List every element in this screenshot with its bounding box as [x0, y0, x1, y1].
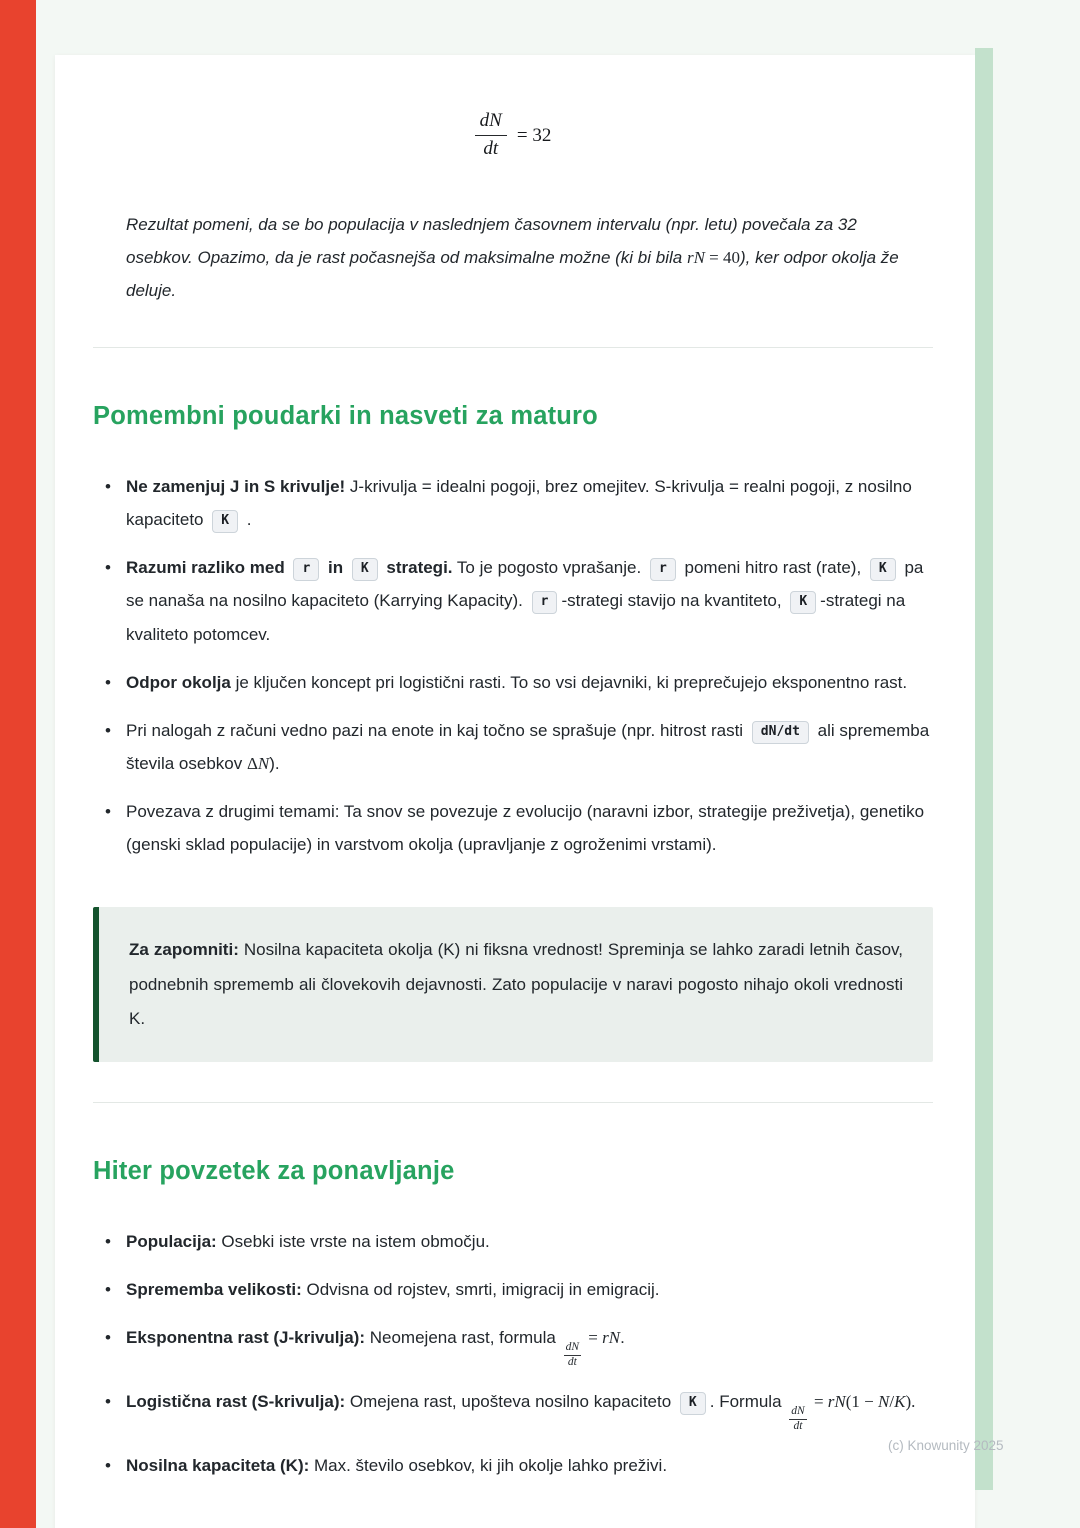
math-segment: N [878, 1391, 890, 1411]
list-item [126, 666, 933, 699]
list-item [126, 1449, 933, 1482]
list-item [126, 714, 933, 780]
bold-segment: in [323, 558, 348, 578]
text-segment: pa se nanaša na nosilno kapaciteto (Karrying Kapacity). [126, 558, 924, 611]
math-segment: K [894, 1391, 906, 1411]
math-segment: = [809, 1391, 828, 1411]
text-segment: . [242, 510, 252, 530]
fraction-numerator: dN [475, 109, 507, 136]
equation-dn-dt [93, 109, 933, 161]
text-segment: Povezava z drugimi temami: Ta snov se povezuje z evolucijo (naravni izbor, strategije preživetja), genetiko (genski sklad populacije) in varstvom okolja (upravljanje z ogroženimi vrstami). [126, 802, 925, 855]
math-segment: = 40 [704, 248, 741, 267]
list-item [126, 551, 933, 650]
text-segment: Osebki iste vrste na istem območju. [221, 1232, 490, 1252]
text-segment: Max. število osebkov, ki jih okolje lahko preživi. [314, 1455, 668, 1475]
text-segment: Pri nalogah z računi vedno pazi na enote in kaj točno se sprašuje (npr. hitrost rasti [126, 720, 748, 740]
text-segment: ali sprememba števila osebkov [126, 720, 930, 773]
list-item [126, 1385, 933, 1434]
text-segment: Omejena rast, upošteva nosilno kapaciteto [349, 1391, 676, 1411]
math-segment: rN [602, 1328, 621, 1348]
bold-segment: Nosilna kapaciteta (K): [126, 1455, 314, 1475]
text-segment: Neomejena rast, formula [369, 1328, 561, 1348]
section2-list [93, 1225, 933, 1482]
list-item [126, 795, 933, 861]
fraction [475, 109, 507, 161]
inline-fraction: $\frac{dN}{dt}$ [791, 1404, 805, 1432]
math-segment: Δ [246, 753, 258, 773]
text-segment: J-krivulja = idealni pogoji, brez omejitev. S-krivulja = realni pogoji, z nosilno kapaciteto [126, 476, 912, 530]
bold-segment: Logistična rast (S-krivulja): [126, 1391, 350, 1411]
bold-segment: Sprememba velikosti: [126, 1280, 307, 1300]
bold-segment: Odpor okolja [126, 672, 231, 692]
text-segment: ). [269, 753, 280, 773]
text-segment: Nosilna kapaciteta okolja (K) ni fiksna vrednost! Spreminja se lahko zaradi letnih časov, podnebnih sprememb ali človekovih dejavnosti. Zato populacije v naravi pogosto nihajo okoli vrednosti K. [129, 940, 903, 1029]
watermark: (c) Knowunity 2025 [888, 1438, 1004, 1453]
math-segment: = [584, 1328, 603, 1348]
document-content [55, 55, 975, 1482]
math-segment: rN [827, 1391, 846, 1411]
bold-segment: Eksponentna rast (J-krivulja): [126, 1328, 370, 1348]
bold-segment: Za zapomniti: [129, 940, 244, 960]
document-page [55, 55, 975, 1528]
list-item [126, 1273, 933, 1306]
text-segment: . [620, 1328, 625, 1348]
left-red-stripe [0, 0, 36, 1528]
math-segment: (1 − [845, 1391, 879, 1411]
text-segment: pomeni hitro rast (rate), [679, 558, 866, 578]
math-segment: ). [905, 1391, 916, 1411]
code-chip: K [352, 558, 378, 581]
text-segment: Rezultat pomeni, da se bo populacija v naslednjem časovnem intervalu (npr. letu) povečala za 32 osebkov. Opazimo, da je rast počasnejša od maksimalne možne (ki bi bila [126, 215, 857, 267]
divider [93, 347, 933, 348]
list-item [126, 1225, 933, 1258]
code-chip: r [650, 558, 676, 581]
code-chip: dN/dt [752, 721, 809, 744]
bold-segment: Ne zamenjuj J in S krivulje! [126, 476, 346, 496]
divider [93, 1102, 933, 1103]
bold-segment: Razumi razliko med [126, 558, 290, 578]
callout-za-zapomniti [93, 907, 933, 1062]
math-segment: N [257, 753, 270, 773]
text-segment: Odvisna od rojstev, smrti, imigracij in emigracij. [306, 1280, 660, 1300]
list-item [126, 1321, 933, 1370]
right-green-stripe [975, 48, 993, 1490]
math-segment: / [889, 1391, 895, 1411]
list-item [126, 470, 933, 536]
text-segment: . Formula [709, 1391, 787, 1411]
section1-title: Pomembni poudarki in nasveti za maturo [93, 402, 598, 431]
inline-fraction: $\frac{dN}{dt}$ [565, 1341, 580, 1369]
text-segment: To je pogosto vprašanje. [452, 558, 646, 578]
bold-segment: strategi. [381, 558, 453, 578]
code-chip: K [680, 1392, 706, 1415]
text-segment: ), ker odpor okolja že deluje. [126, 248, 899, 300]
code-chip: K [790, 591, 816, 614]
text-segment: je ključen koncept pri logistični rasti. To so vsi dejavniki, ki preprečujejo eksponentno rast. [230, 672, 908, 692]
bold-segment: Populacija: [126, 1232, 222, 1252]
fraction-denominator: dt [483, 137, 499, 159]
code-chip: K [212, 510, 238, 533]
intro-paragraph [126, 209, 923, 307]
equation-rhs: = 32 [516, 124, 552, 146]
code-chip: K [870, 558, 896, 581]
section1-list [93, 470, 933, 861]
code-chip: r [532, 591, 558, 614]
section2-title: Hiter povzetek za ponavljanje [93, 1157, 455, 1186]
code-chip: r [293, 558, 319, 581]
text-segment: -strategi na kvaliteto potomcev. [126, 591, 906, 644]
math-segment: rN [686, 248, 705, 267]
text-segment: -strategi stavijo na kvantiteto, [561, 591, 787, 611]
